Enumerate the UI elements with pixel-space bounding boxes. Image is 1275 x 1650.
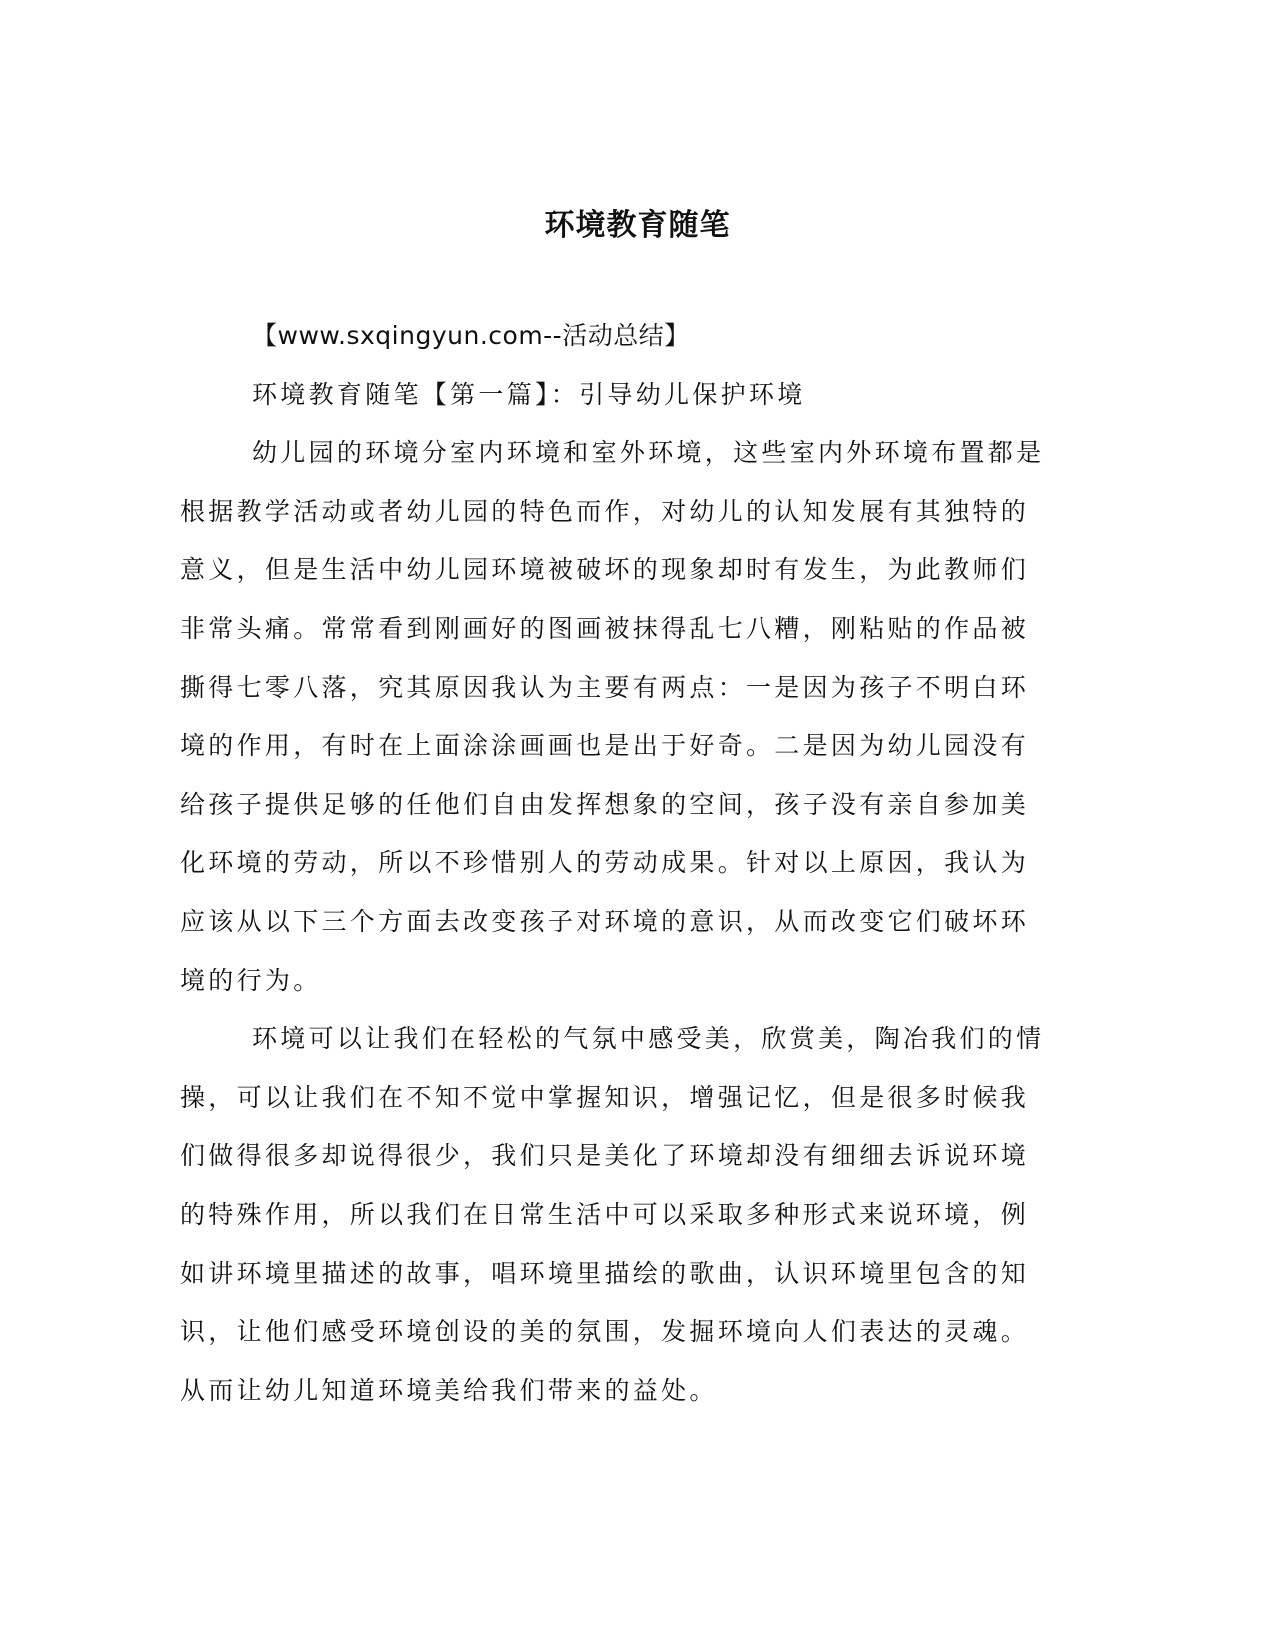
paragraph: [180, 1015, 1060, 1425]
source-line: 【www.sxqingyun.com--活动总结】: [252, 321, 690, 350]
paragraph-line: 应该从以下三个方面去改变孩子对环境的意识，从而改变它们破坏环: [180, 906, 1030, 936]
paragraph-line: 幼儿园的环境分室内环境和室外环境，这些室内外环境布置都是: [252, 438, 1045, 468]
paragraph-line: 根据教学活动或者幼儿园的特色而作，对幼儿的认知发展有其独特的: [180, 496, 1030, 526]
paragraph-line: 境的作用，有时在上面涂涂画画也是出于好奇。二是因为幼儿园没有: [180, 731, 1030, 761]
paragraph-line: 识，让他们感受环境创设的美的氛围，发掘环境向人们表达的灵魂。: [180, 1317, 1030, 1347]
paragraph-line: 如讲环境里描述的故事，唱环境里描绘的歌曲，认识环境里包含的知: [180, 1258, 1030, 1288]
document-title: 环境教育随笔: [544, 208, 731, 243]
paragraph-line: 给孩子提供足够的任他们自由发挥想象的空间，孩子没有亲自参加美: [180, 789, 1030, 819]
paragraph-line: 环境可以让我们在轻松的气氛中感受美，欣赏美，陶冶我们的情: [252, 1024, 1045, 1054]
paragraph-line: 意义，但是生活中幼儿园环境被破坏的现象却时有发生，为此教师们: [180, 555, 1030, 585]
document-body: [180, 312, 1060, 1425]
paragraph-line: 化环境的劳动，所以不珍惜别人的劳动成果。针对以上原因，我认为: [180, 848, 1030, 878]
paragraph-line: 们做得很多却说得很少，我们只是美化了环境却没有细细去诉说环境: [180, 1141, 1030, 1171]
section-heading: 环境教育随笔【第一篇】：引导幼儿保护环境: [252, 379, 806, 409]
paragraph-line: 撕得七零八落，究其原因我认为主要有两点：一是因为孩子不明白环: [180, 672, 1030, 702]
paragraph-line: 的特殊作用，所以我们在日常生活中可以采取多种形式来说环境，例: [180, 1199, 1030, 1229]
paragraph: [180, 429, 1060, 1015]
paragraph-line: 境的行为。: [180, 965, 322, 995]
paragraph-line: 操，可以让我们在不知不觉中掌握知识，增强记忆，但是很多时候我: [180, 1082, 1030, 1112]
paragraph-line: 非常头痛。常常看到刚画好的图画被抹得乱七八糟，刚粘贴的作品被: [180, 613, 1030, 643]
paragraphs: [180, 429, 1060, 1425]
paragraph-line: 从而让幼儿知道环境美给我们带来的益处。: [180, 1375, 718, 1405]
